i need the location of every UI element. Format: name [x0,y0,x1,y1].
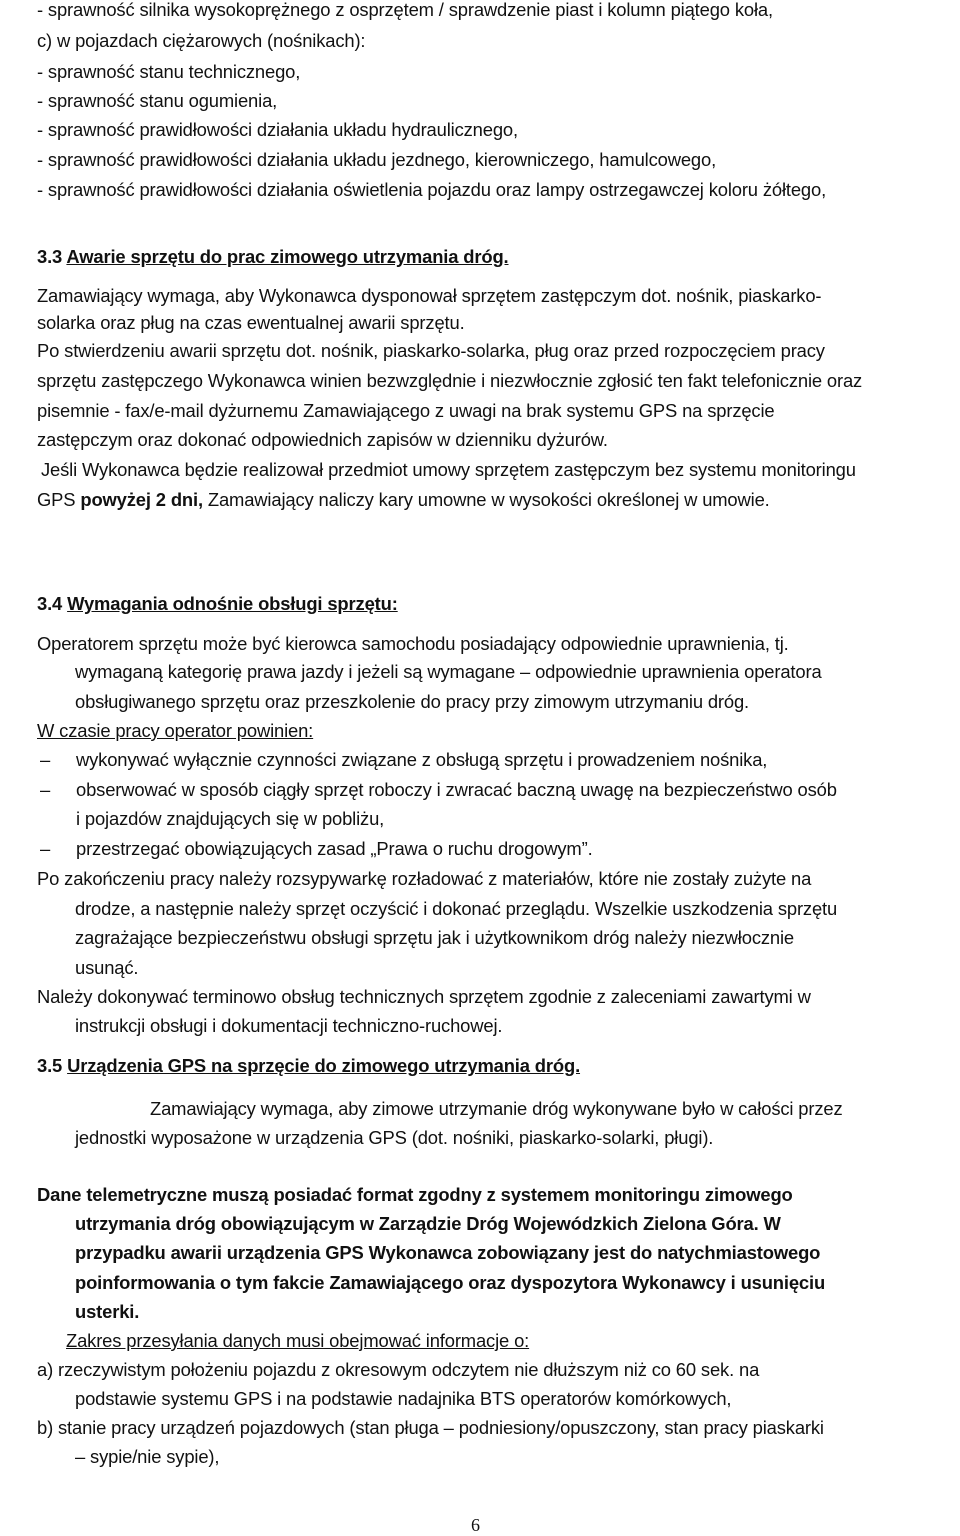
text-line: - sprawność stanu ogumienia, [37,90,278,111]
scope-heading: Zakres przesyłania danych musi obejmować informacje o: [66,1330,530,1351]
text-line: - sprawność silnika wysokoprężnego z osprzętem / sprawdzenie piast i kolumn piątego koła, [37,0,773,20]
text-line: - sprawność prawidłowości działania oświetlenia pojazdu oraz lampy ostrzegawczej koloru żółtego, [37,179,827,200]
duties-heading: W czasie pracy operator powinien: [37,720,314,741]
line-text: Zamawiający wymaga, aby Wykonawca dysponował sprzętem zastępczym dot. nośnik, piaskarko- [37,285,822,306]
text-line: Zamawiający wymaga, aby zimowe utrzymanie dróg wykonywane było w całości przez [150,1098,843,1119]
text-line: – sypie/nie sypie), [75,1446,220,1467]
text-line: obserwować w sposób ciągły sprzęt roboczy i zwracać baczną uwagę na bezpieczeństwo osób [76,779,837,800]
bold-text-line: Dane telemetryczne muszą posiadać format zgodny z systemem monitoringu zimowego [37,1184,793,1205]
bold-text: powyżej 2 dni, [80,489,203,510]
text-line: solarka oraz pług na czas ewentualnej awarii sprzętu. [37,312,465,333]
text-line: przestrzegać obowiązujących zasad „Prawa o ruchu drogowym”. [76,838,593,859]
text-line [37,488,770,512]
text-line: sprzętu zastępczego Wykonawca winien bezwzględnie i niezwłocznie zgłosić ten fakt telefonicznie oraz [37,370,863,391]
text-line: Operatorem sprzętu może być kierowca samochodu posiadający odpowiednie uprawnienia, tj. [37,633,789,654]
text-line: b) stanie pracy urządzeń pojazdowych (stan pługa – podniesiony/opuszczony, stan pracy piaskarki [37,1417,824,1438]
section-heading-3-3 [37,245,509,269]
dash-bullet: – [40,749,51,770]
text-line: a) rzeczywistym położeniu pojazdu z okresowym odczytem nie dłuższym niż co 60 sek. na [37,1359,760,1380]
section-number: 3.3 [37,246,63,267]
dash-bullet: – [40,838,51,859]
text-line: wymaganą kategorię prawa jazdy i jeżeli są wymagane – odpowiednie uprawnienia operatora [75,661,822,682]
section-title: Wymagania odnośnie obsługi sprzętu: [67,593,398,614]
text-line: zastępczym oraz dokonać odpowiednich zapisów w dzienniku dyżurów. [37,429,608,450]
section-number: 3.4 [37,593,63,614]
text-line: - sprawność prawidłowości działania układu hydraulicznego, [37,119,518,140]
text-line: wykonywać wyłącznie czynności związane z obsługą sprzętu i prowadzeniem nośnika, [76,749,768,770]
bold-text-line: poinformowania o tym fakcie Zamawiającego oraz dyspozytora Wykonawcy i usunięciu [75,1272,826,1293]
section-heading-3-4 [37,592,398,616]
section-number: 3.5 [37,1055,63,1076]
bold-text-line: usterki. [75,1301,140,1322]
text-line: podstawie systemu GPS i na podstawie nadajnika BTS operatorów komórkowych, [75,1388,732,1409]
section-title: Urządzenia GPS na sprzęcie do zimowego utrzymania dróg. [67,1055,581,1076]
text-line: Po zakończeniu pracy należy rozsypywarkę rozładować z materiałów, które nie zostały zużyte na [37,868,812,889]
line-text: GPS [37,489,81,510]
text-line: i pojazdów znajdujących się w pobliżu, [76,808,385,829]
bold-text-line: utrzymania dróg obowiązującym w Zarządzie Dróg Wojewódzkich Zielona Góra. W [75,1213,781,1234]
text-line: Należy dokonywać terminowo obsług technicznych sprzętem zgodnie z zaleceniami zawartymi w [37,986,811,1007]
text-line: instrukcji obsługi i dokumentacji techniczno-ruchowej. [75,1015,503,1036]
text-line: jednostki wyposażone w urządzenia GPS (dot. nośniki, piaskarko-solarki, pługi). [75,1127,714,1148]
dash-bullet: – [40,779,51,800]
text-line: Po stwierdzeniu awarii sprzętu dot. nośnik, piaskarko-solarka, pług oraz przed rozpoczęciem pracy [37,340,825,361]
text-line: obsługiwanego sprzętu oraz przeszkolenie do pracy przy zimowym utrzymaniu dróg. [75,691,750,712]
section-heading-3-5 [37,1054,580,1078]
text-line [37,284,955,308]
text-line: - sprawność stanu technicznego, [37,61,301,82]
bold-text-line: przypadku awarii urządzenia GPS Wykonawca zobowiązany jest do natychmiastowego [75,1242,821,1263]
section-title: Awarie sprzętu do prac zimowego utrzymania dróg. [66,246,509,267]
text-line: c) w pojazdach ciężarowych (nośnikach): [37,30,366,51]
text-line: usunąć. [75,957,139,978]
line-text: Zamawiający naliczy kary umowne w wysokości określonej w umowie. [202,489,770,510]
text-line: Jeśli Wykonawca będzie realizował przedmiot umowy sprzętem zastępczym bez systemu monitoringu [41,459,856,480]
page-number: 6 [471,1515,480,1535]
text-line: zagrażające bezpieczeństwu obsługi sprzętu jak i użytkownikom dróg należy niezwłocznie [75,927,795,948]
text-line: pisemnie - fax/e-mail dyżurnemu Zamawiającego z uwagi na brak systemu GPS na sprzęcie [37,400,775,421]
text-line: drodze, a następnie należy sprzęt oczyścić i dokonać przeglądu. Wszelkie uszkodzenia sprzętu [75,898,838,919]
text-line: - sprawność prawidłowości działania układu jezdnego, kierowniczego, hamulcowego, [37,149,717,170]
